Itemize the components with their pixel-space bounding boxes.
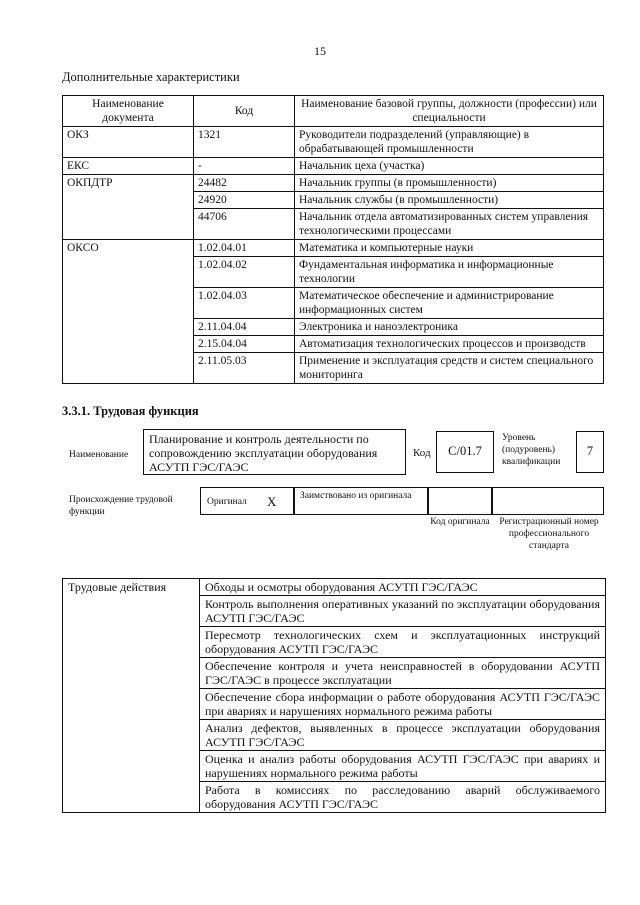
code-cell: 24920: [194, 192, 295, 209]
doc-cell: ОКЗ: [63, 127, 194, 158]
name-cell: Начальник цеха (участка): [295, 158, 604, 175]
code-original-label: Код оригинала: [430, 517, 490, 527]
table-row: [63, 158, 604, 175]
function-name-box: Планирование и контроль деятельности по сопровождению эксплуатации оборудования АСУТП ГЭС/ГАЭС: [143, 429, 406, 475]
name-cell: Руководители подразделений (управляющие) в обрабатывающей промышленности: [295, 127, 604, 158]
name-cell: Математическое обеспечение и администрирование информационных систем: [295, 288, 604, 319]
header-doc: Наименование документа: [63, 96, 194, 127]
doc-cell: ОКСО: [63, 240, 194, 384]
code-cell: 2.15.04.04: [194, 336, 295, 353]
action-item: Обеспечение сбора информации о работе оборудования АСУТП ГЭС/ГАЭС при авариях и нарушениях нормального режима работы: [200, 689, 606, 720]
name-cell: Фундаментальная информатика и информационные технологии: [295, 257, 604, 288]
page-number: 15: [314, 44, 326, 58]
action-item: Обеспечение контроля и учета неисправностей в оборудовании АСУТП ГЭС/ГАЭС в процессе эксплуатации: [200, 658, 606, 689]
action-item: Оценка и анализ работы оборудования АСУТП ГЭС/ГАЭС при авариях и нарушениях нормального режима работы: [200, 751, 606, 782]
code-cell: -: [194, 158, 295, 175]
name-cell: Начальник службы (в промышленности): [295, 192, 604, 209]
additional-characteristics-table: [62, 95, 604, 384]
labor-actions-table: [62, 578, 606, 813]
code-label: Код: [413, 447, 431, 459]
table-row: [63, 579, 606, 596]
doc-cell: ОКПДТР: [63, 175, 194, 240]
code-cell: 1.02.04.02: [194, 257, 295, 288]
original-mark: X: [267, 494, 277, 509]
name-cell: Автоматизация технологических процессов и производств: [295, 336, 604, 353]
origin-label: Происхождение трудовой функции: [69, 495, 173, 517]
name-label: Наименование: [69, 450, 129, 460]
action-item: Анализ дефектов, выявленных в процессе эксплуатации оборудования АСУТП ГЭС/ГАЭС: [200, 720, 606, 751]
reg-number-label: Регистрационный номер профессионального стандарта: [499, 517, 599, 551]
code-cell: 1321: [194, 127, 295, 158]
code-original-box: [428, 487, 492, 515]
action-item: Контроль выполнения оперативных указаний по эксплуатации оборудования АСУТП ГЭС/ГАЭС: [200, 596, 606, 627]
name-cell: Начальник группы (в промышленности): [295, 175, 604, 192]
doc-cell: ЕКС: [63, 158, 194, 175]
code-cell: 24482: [194, 175, 295, 192]
action-item: Пересмотр технологических схем и эксплуатационных инструкций оборудования АСУТП ГЭС/ГАЭС: [200, 627, 606, 658]
code-cell: 44706: [194, 209, 295, 240]
table-row: [63, 175, 604, 192]
code-cell: 2.11.04.04: [194, 319, 295, 336]
original-label: Оригинал: [207, 497, 247, 507]
table-header-row: [63, 96, 604, 127]
code-cell: 1.02.04.01: [194, 240, 295, 257]
level-box: 7: [576, 431, 604, 473]
action-item: Обходы и осмотры оборудования АСУТП ГЭС/ГАЭС: [200, 579, 606, 596]
code-cell: 1.02.04.03: [194, 288, 295, 319]
function-title: 3.3.1. Трудовая функция: [62, 404, 199, 418]
section-caption: Дополнительные характеристики: [62, 70, 240, 84]
actions-label: Трудовые действия: [63, 579, 200, 813]
level-label: Уровень (подуровень) квалификации: [502, 433, 561, 467]
action-item: Работа в комиссиях по расследованию аварий обслуживаемого оборудования АСУТП ГЭС/ГАЭС: [200, 782, 606, 813]
table-row: [63, 240, 604, 257]
name-cell: Начальник отдела автоматизированных систем управления технологическими процессами: [295, 209, 604, 240]
function-code-box: C/01.7: [436, 431, 494, 473]
reg-number-box: [492, 487, 604, 515]
code-cell: 2.11.05.03: [194, 353, 295, 384]
original-box: [200, 487, 294, 515]
table-row: [63, 127, 604, 158]
name-cell: Электроника и наноэлектроника: [295, 319, 604, 336]
header-code: Код: [194, 96, 295, 127]
header-name: Наименование базовой группы, должности (профессии) или специальности: [295, 96, 604, 127]
name-cell: Математика и компьютерные науки: [295, 240, 604, 257]
name-cell: Применение и эксплуатация средств и систем специального мониторинга: [295, 353, 604, 384]
borrowed-box: Заимствовано из оригинала: [294, 487, 428, 515]
